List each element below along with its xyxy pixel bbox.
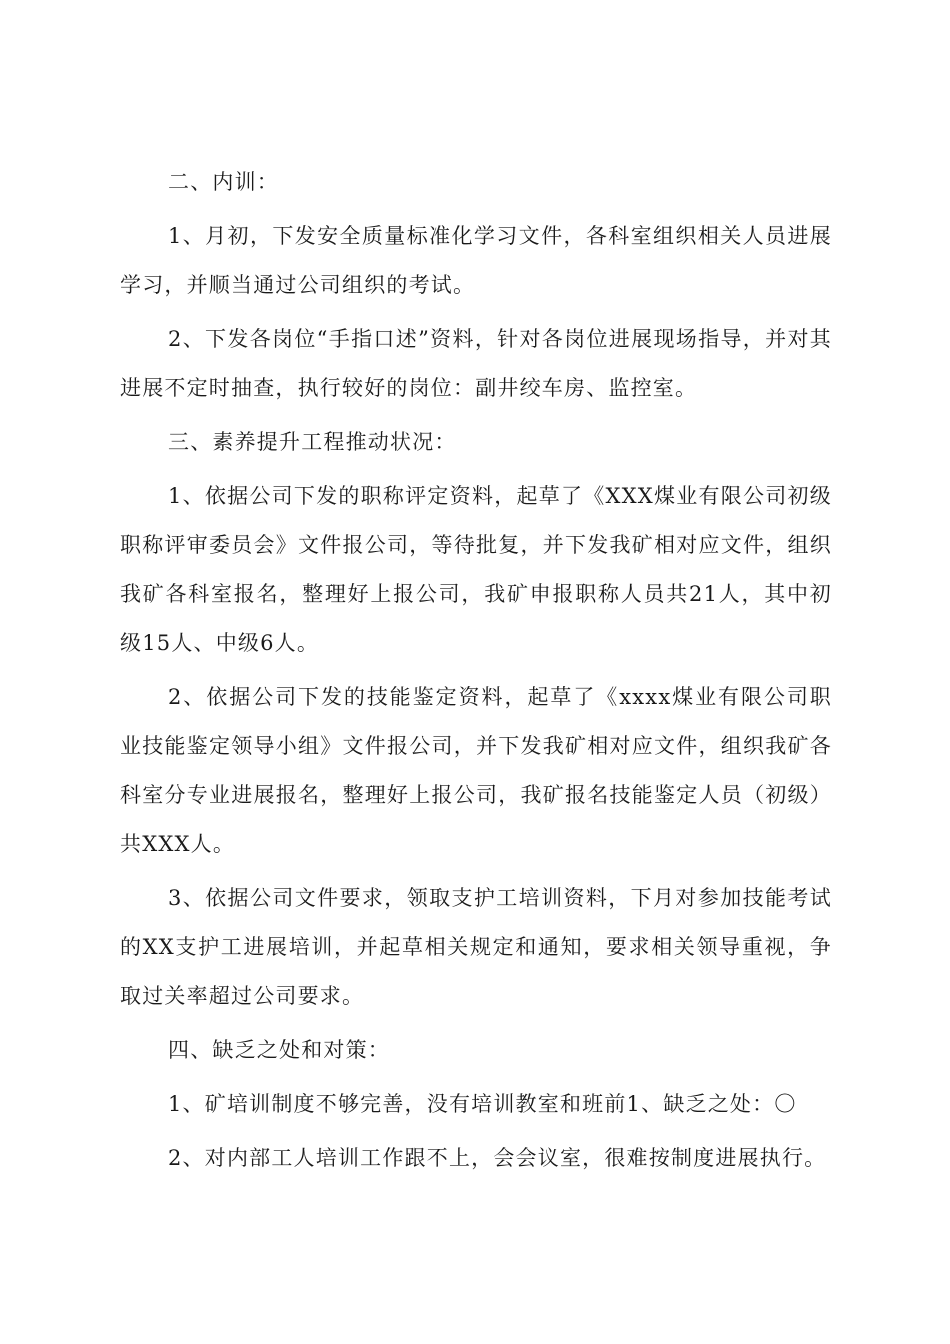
paragraph-item: 2、下发各岗位“手指口述”资料，针对各岗位进展现场指导，并对其进展不定时抽查，执行较好的岗位：副井绞车房、监控室。 <box>120 327 832 400</box>
section-heading-quality-improvement: 三、素养提升工程推动状况： <box>168 430 457 454</box>
paragraph-item: 2、对内部工人培训工作跟不上，会会议室，很难按制度进展执行。 <box>168 1146 827 1170</box>
paragraph-item: 1、矿培训制度不够完善，没有培训教室和班前1、缺乏之处：〇 <box>168 1092 797 1116</box>
document-page <box>120 158 832 1188</box>
paragraph-item: 1、依据公司下发的职称评定资料，起草了《XXX煤业有限公司初级职称评审委员会》文件报公司，等待批复，并下发我矿相对应文件，组织我矿各科室报名，整理好上报公司，我矿申报职称人员共21人，其中初级15人、中级6人。 <box>120 484 832 655</box>
paragraph-item: 3、依据公司文件要求，领取支护工培训资料，下月对参加技能考试的XX支护工进展培训，并起草相关规定和通知，要求相关领导重视，争取过关率超过公司要求。 <box>120 886 832 1008</box>
paragraph-item: 2、依据公司下发的技能鉴定资料，起草了《xxxx煤业有限公司职业技能鉴定领导小组》文件报公司，并下发我矿相对应文件，组织我矿各科室分专业进展报名，整理好上报公司，我矿报名技能鉴定人员（初级）共XXX人。 <box>120 685 832 856</box>
paragraph-item: 1、月初，下发安全质量标准化学习文件，各科室组织相关人员进展学习，并顺当通过公司组织的考试。 <box>120 224 832 297</box>
section-heading-internal-training: 二、内训： <box>168 170 279 194</box>
section-heading-shortcomings: 四、缺乏之处和对策： <box>168 1038 390 1062</box>
